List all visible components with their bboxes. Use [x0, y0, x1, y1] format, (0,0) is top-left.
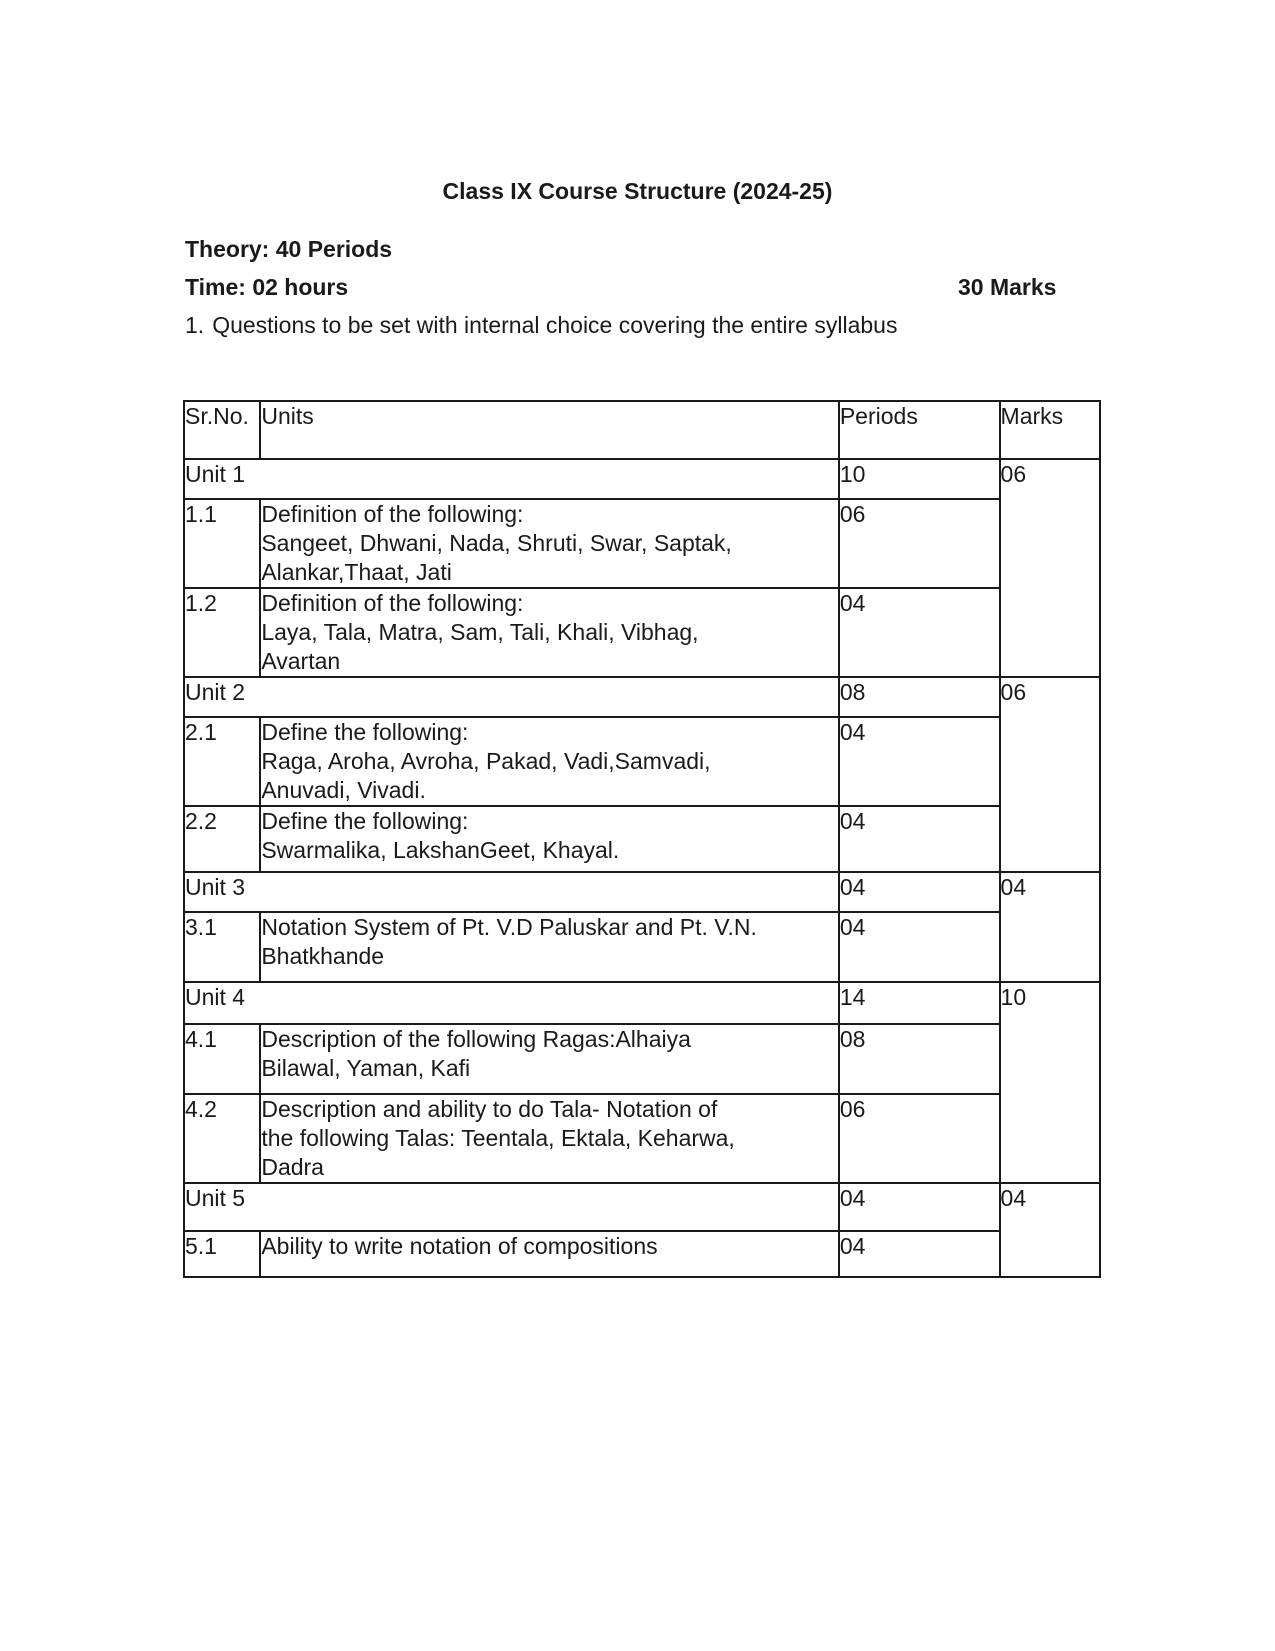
topic-line: Notation System of Pt. V.D Paluskar and Pt. V.N.	[261, 914, 757, 940]
table-header-row	[184, 401, 1100, 459]
unit-marks: 04	[1000, 872, 1100, 982]
syllabus-table	[183, 400, 1101, 1278]
unit-row	[184, 459, 1100, 499]
topic-line: Avartan	[261, 648, 341, 674]
unit-title: Unit 5	[184, 1183, 839, 1231]
unit-periods: 08	[839, 677, 1000, 717]
unit-marks: 06	[1000, 459, 1100, 677]
sr-no: 2.2	[184, 806, 260, 872]
topic-periods: 06	[839, 1094, 1000, 1183]
unit-row	[184, 982, 1100, 1024]
exam-time: Time: 02 hours	[185, 274, 349, 300]
table-row	[184, 588, 1100, 677]
topic-description	[260, 1024, 839, 1094]
header-marks: Marks	[1000, 401, 1100, 459]
table-row	[184, 912, 1100, 982]
topic-periods: 04	[839, 912, 1000, 982]
table-row	[184, 806, 1100, 872]
topic-periods: 04	[839, 1231, 1000, 1277]
unit-periods: 04	[839, 1183, 1000, 1231]
topic-description	[260, 912, 839, 982]
topic-line: Raga, Aroha, Avroha, Pakad, Vadi,Samvadi,	[261, 748, 711, 774]
unit-periods: 14	[839, 982, 1000, 1024]
page-title: Class IX Course Structure (2024-25)	[442, 178, 833, 204]
instruction-number: 1.	[185, 312, 205, 338]
instruction-text: Questions to be set with internal choice covering the entire syllabus	[212, 312, 898, 338]
unit-title: Unit 3	[184, 872, 839, 912]
unit-periods: 04	[839, 872, 1000, 912]
table-row	[184, 1024, 1100, 1094]
topic-periods: 06	[839, 499, 1000, 588]
topic-periods: 04	[839, 806, 1000, 872]
topic-periods: 08	[839, 1024, 1000, 1094]
topic-line: Laya, Tala, Matra, Sam, Tali, Khali, Vibhag,	[261, 619, 699, 645]
topic-line: Ability to write notation of compositions	[261, 1233, 658, 1259]
topic-line: Define the following:	[261, 808, 469, 834]
sr-no: 3.1	[184, 912, 260, 982]
syllabus-body	[184, 459, 1100, 1277]
unit-periods: 10	[839, 459, 1000, 499]
topic-description	[260, 717, 839, 806]
sr-no: 1.2	[184, 588, 260, 677]
topic-line: Define the following:	[261, 719, 469, 745]
topic-line: Definition of the following:	[261, 501, 524, 527]
topic-line: the following Talas: Teentala, Ektala, Keharwa,	[261, 1125, 735, 1151]
topic-line: Description and ability to do Tala- Notation of	[261, 1096, 718, 1122]
theory-periods: Theory: 40 Periods	[185, 236, 393, 262]
table-row	[184, 499, 1100, 588]
topic-description	[260, 1094, 839, 1183]
topic-description	[260, 499, 839, 588]
unit-row	[184, 677, 1100, 717]
instruction	[185, 312, 897, 339]
unit-title: Unit 2	[184, 677, 839, 717]
topic-line: Swarmalika, LakshanGeet, Khayal.	[261, 837, 620, 863]
header-periods: Periods	[839, 401, 1000, 459]
topic-line: Sangeet, Dhwani, Nada, Shruti, Swar, Saptak,	[261, 530, 732, 556]
topic-line: Dadra	[261, 1154, 324, 1180]
topic-description	[260, 806, 839, 872]
topic-line: Bhatkhande	[261, 943, 385, 969]
sr-no: 4.1	[184, 1024, 260, 1094]
unit-marks: 04	[1000, 1183, 1100, 1277]
unit-row	[184, 872, 1100, 912]
sr-no: 1.1	[184, 499, 260, 588]
header-units: Units	[260, 401, 839, 459]
sr-no: 5.1	[184, 1231, 260, 1277]
sr-no: 2.1	[184, 717, 260, 806]
topic-line: Alankar,Thaat, Jati	[261, 559, 452, 585]
unit-title: Unit 1	[184, 459, 839, 499]
unit-row	[184, 1183, 1100, 1231]
unit-title: Unit 4	[184, 982, 839, 1024]
total-marks: 30 Marks	[958, 274, 1057, 300]
table-row	[184, 1094, 1100, 1183]
topic-description	[260, 1231, 839, 1277]
topic-line: Anuvadi, Vivadi.	[261, 777, 426, 803]
topic-description	[260, 588, 839, 677]
header-sr-no: Sr.No.	[184, 401, 260, 459]
topic-periods: 04	[839, 588, 1000, 677]
topic-line: Description of the following Ragas:Alhaiya	[261, 1026, 691, 1052]
topic-line: Bilawal, Yaman, Kafi	[261, 1055, 471, 1081]
unit-marks: 06	[1000, 677, 1100, 872]
topic-line: Definition of the following:	[261, 590, 524, 616]
table-row	[184, 1231, 1100, 1277]
topic-periods: 04	[839, 717, 1000, 806]
table-row	[184, 717, 1100, 806]
unit-marks: 10	[1000, 982, 1100, 1183]
sr-no: 4.2	[184, 1094, 260, 1183]
